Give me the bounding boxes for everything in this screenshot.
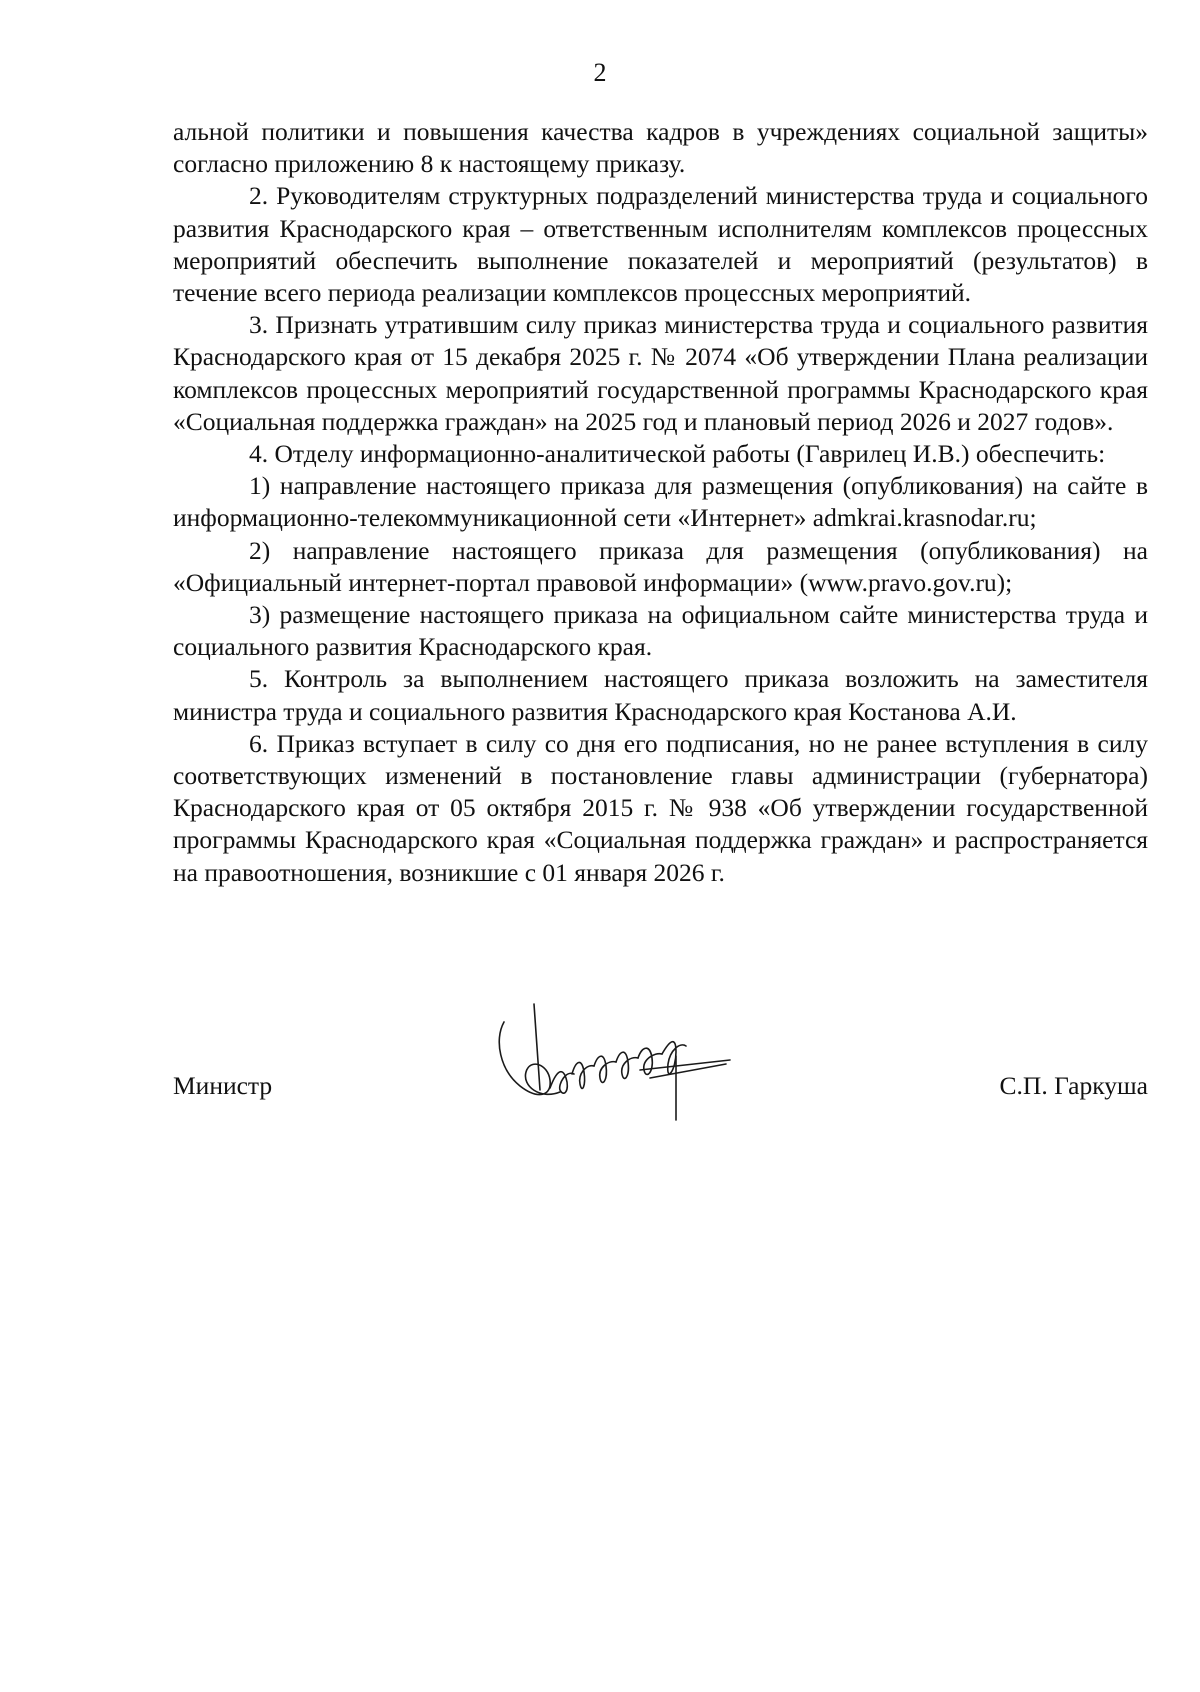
paragraph-item-6: 6. Приказ вступает в силу со дня его подписания, но не ранее вступления в силу соответствующих изменений в постановление главы администрации (губернатора) Краснодарского края от 05 октября 2015 г. № 938 «Об утверждении государственной программы Краснодарского края «Социальная поддержка граждан» и распространяется на правоотношения, возникшие с 01 января 2026 г.	[173, 728, 1148, 887]
page-number: 2	[593, 58, 607, 87]
paragraph-item-3: 3. Признать утратившим силу приказ министерства труда и социального развития Краснодарского края от 15 декабря 2025 г. № 2074 «Об утверждении Плана реализации комплексов процессных мероприятий государственной программы Краснодарского края «Социальная поддержка граждан» на 2025 год и плановый период 2026 и 2027 годов».	[173, 310, 1148, 436]
paragraph-item-5: 5. Контроль за выполнением настоящего приказа возложить на заместителя министра труда и социального развития Краснодарского края Костанова А.И.	[173, 664, 1148, 726]
document-body	[173, 116, 1148, 889]
paragraph-item-4: 4. Отделу информационно-аналитической работы (Гаврилец И.В.) обеспечить:	[249, 439, 1106, 469]
paragraph-item-2: 2. Руководителям структурных подразделений министерства труда и социального развития Краснодарского края – ответственным исполнителям комплексов процессных мероприятий обеспечить выполнение показателей и мероприятий (результатов) в течение всего периода реализации комплексов процессных мероприятий.	[173, 181, 1148, 308]
signer-name: С.П. Гаркуша	[999, 1071, 1148, 1100]
signer-title: Министр	[173, 1071, 273, 1100]
paragraph-continuation: альной политики и повышения качества кадров в учреждениях социальной защиты» согласно приложению 8 к настоящему приказу.	[173, 117, 1148, 179]
paragraph-subitem-2: 2) направление настоящего приказа для размещения (опубликования) на «Официальный интернет-портал правовой информации» (www.pravo.gov.ru);	[173, 535, 1148, 597]
paragraph-subitem-3: 3) размещение настоящего приказа на официальном сайте министерства труда и социального развития Краснодарского края.	[173, 600, 1148, 662]
signature-icon	[490, 1000, 790, 1130]
paragraph-subitem-1: 1) направление настоящего приказа для размещения (опубликования) на сайте в информационно-телекоммуникационной сети «Интернет» admkrai.krasnodar.ru;	[173, 471, 1148, 533]
